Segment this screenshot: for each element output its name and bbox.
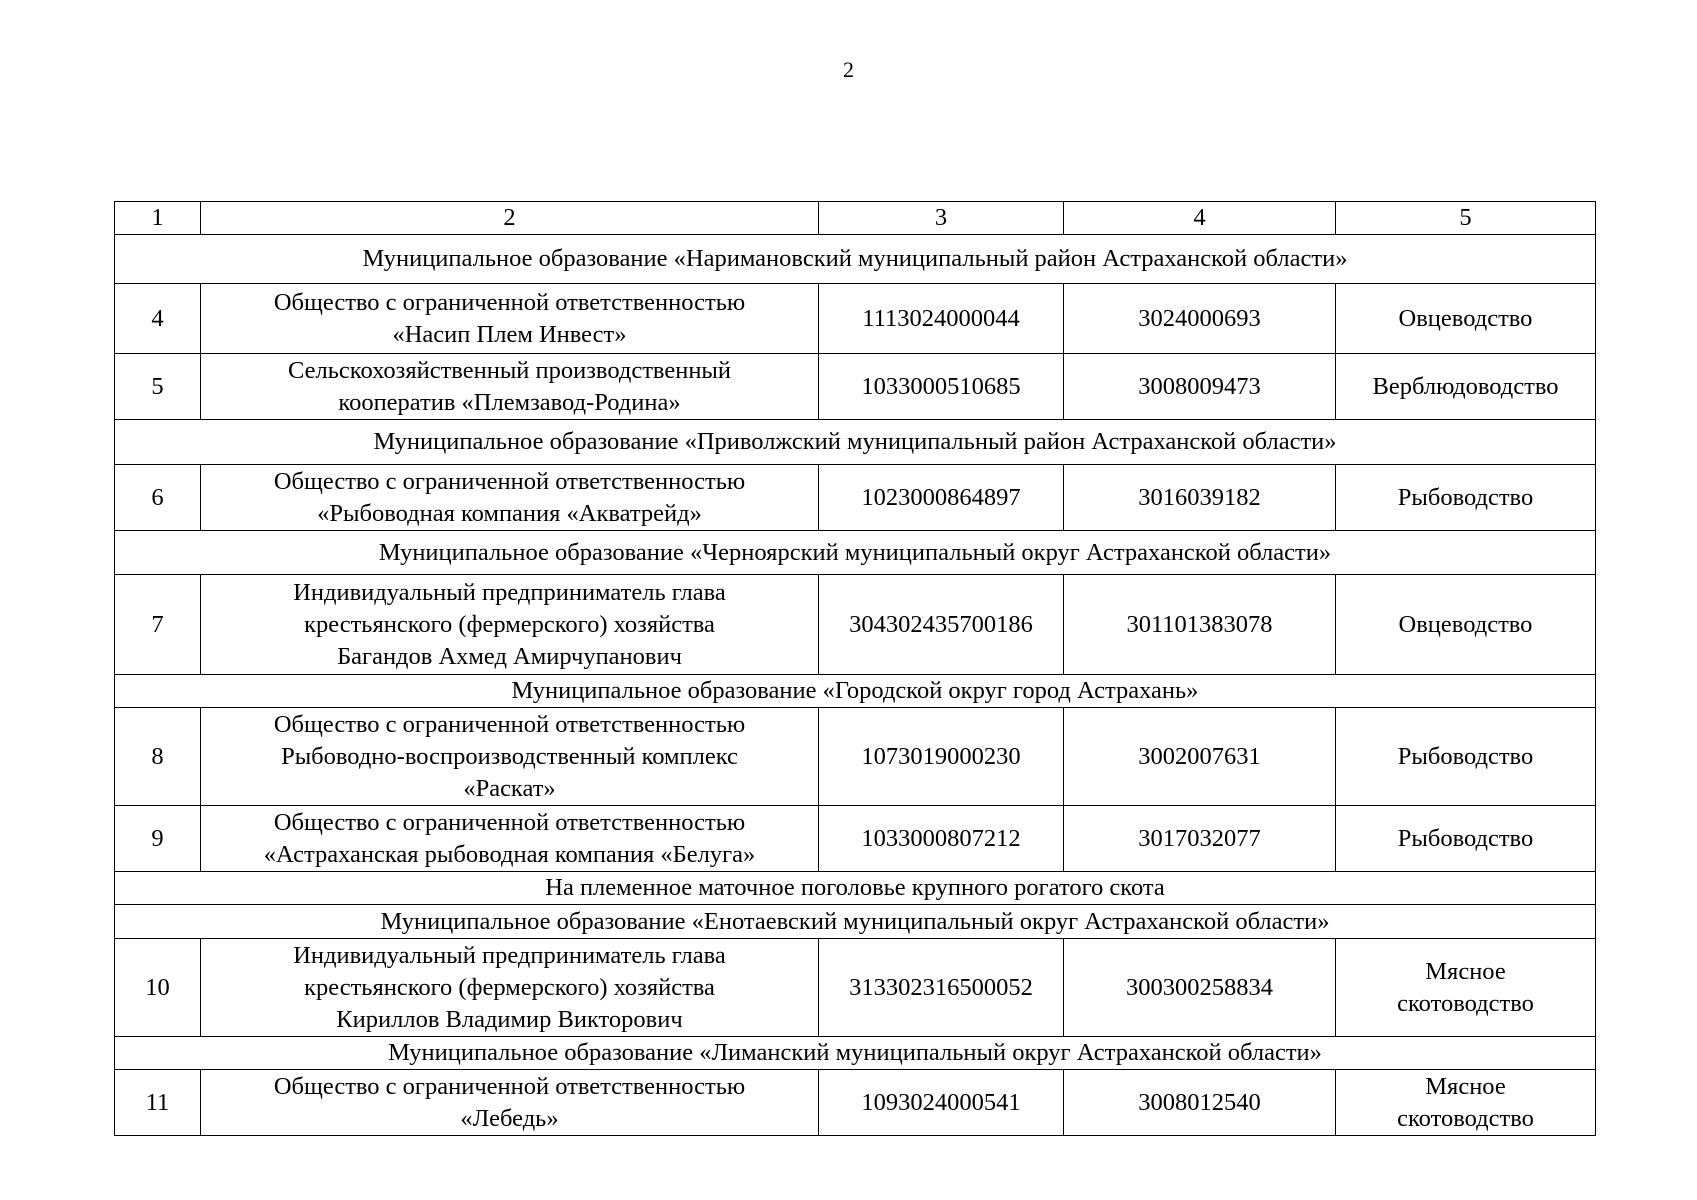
- row-number-cell: 8: [115, 708, 201, 806]
- ogrn-cell: 1033000807212: [819, 806, 1064, 872]
- section-heading-row: [115, 420, 1596, 465]
- inn-cell: 301101383078: [1064, 575, 1336, 675]
- activity-cell: Мясное скотоводство: [1336, 1070, 1596, 1136]
- table-row: [115, 708, 1596, 806]
- table-row: [115, 354, 1596, 420]
- organization-name-cell: Общество с ограниченной ответственностью Рыбоводно-воспроизводственный комплекс «Раскат»: [201, 708, 819, 806]
- section-heading-row: [115, 235, 1596, 284]
- inn-cell: 3008009473: [1064, 354, 1336, 420]
- table-row: [115, 1070, 1596, 1136]
- activity-cell: Рыбоводство: [1336, 806, 1596, 872]
- section-heading-row: [115, 872, 1596, 905]
- section-heading-row: [115, 1037, 1596, 1070]
- column-number-5: 5: [1336, 202, 1596, 235]
- section-heading-row: [115, 531, 1596, 575]
- ogrn-cell: 304302435700186: [819, 575, 1064, 675]
- organization-name-cell: Общество с ограниченной ответственностью «Насип Плем Инвест»: [201, 284, 819, 354]
- row-number-cell: 11: [115, 1070, 201, 1136]
- activity-cell: Рыбоводство: [1336, 708, 1596, 806]
- section-heading: Муниципальное образование «Приволжский муниципальный район Астраханской области»: [115, 420, 1596, 465]
- activity-cell: Овцеводство: [1336, 284, 1596, 354]
- registry-table-body: [115, 202, 1596, 1136]
- column-number-1: 1: [115, 202, 201, 235]
- ogrn-cell: 1093024000541: [819, 1070, 1064, 1136]
- page-number: 2: [843, 57, 854, 82]
- table-row: [115, 939, 1596, 1037]
- organization-name-cell: Индивидуальный предприниматель глава крестьянского (фермерского) хозяйства Багандов Ахмед Амирчупанович: [201, 575, 819, 675]
- row-number-cell: 7: [115, 575, 201, 675]
- ogrn-cell: 1073019000230: [819, 708, 1064, 806]
- section-heading-row: [115, 675, 1596, 708]
- section-heading: Муниципальное образование «Наримановский муниципальный район Астраханской области»: [115, 235, 1596, 284]
- inn-cell: 300300258834: [1064, 939, 1336, 1037]
- section-heading-row: [115, 905, 1596, 939]
- inn-cell: 3002007631: [1064, 708, 1336, 806]
- activity-cell: Верблюдоводство: [1336, 354, 1596, 420]
- row-number-cell: 9: [115, 806, 201, 872]
- organization-name-cell: Сельскохозяйственный производственный кооператив «Племзавод-Родина»: [201, 354, 819, 420]
- ogrn-cell: 1023000864897: [819, 465, 1064, 531]
- section-heading: Муниципальное образование «Енотаевский муниципальный округ Астраханской области»: [115, 905, 1596, 939]
- inn-cell: 3008012540: [1064, 1070, 1336, 1136]
- activity-cell: Мясное скотоводство: [1336, 939, 1596, 1037]
- row-number-cell: 5: [115, 354, 201, 420]
- section-heading: Муниципальное образование «Лиманский муниципальный округ Астраханской области»: [115, 1037, 1596, 1070]
- ogrn-cell: 1033000510685: [819, 354, 1064, 420]
- inn-cell: 3024000693: [1064, 284, 1336, 354]
- ogrn-cell: 1113024000044: [819, 284, 1064, 354]
- section-heading: Муниципальное образование «Черноярский муниципальный округ Астраханской области»: [115, 531, 1596, 575]
- table-row: [115, 806, 1596, 872]
- row-number-cell: 4: [115, 284, 201, 354]
- section-heading: Муниципальное образование «Городской округ город Астрахань»: [115, 675, 1596, 708]
- table-row: [115, 575, 1596, 675]
- registry-table: [114, 201, 1596, 1136]
- column-number-4: 4: [1064, 202, 1336, 235]
- table-row: [115, 465, 1596, 531]
- column-number-row: [115, 202, 1596, 235]
- activity-cell: Овцеводство: [1336, 575, 1596, 675]
- activity-cell: Рыбоводство: [1336, 465, 1596, 531]
- column-number-2: 2: [201, 202, 819, 235]
- row-number-cell: 6: [115, 465, 201, 531]
- organization-name-cell: Общество с ограниченной ответственностью «Астраханская рыбоводная компания «Белуга»: [201, 806, 819, 872]
- organization-name-cell: Общество с ограниченной ответственностью «Лебедь»: [201, 1070, 819, 1136]
- inn-cell: 3017032077: [1064, 806, 1336, 872]
- section-heading: На племенное маточное поголовье крупного рогатого скота: [115, 872, 1596, 905]
- column-number-3: 3: [819, 202, 1064, 235]
- inn-cell: 3016039182: [1064, 465, 1336, 531]
- organization-name-cell: Индивидуальный предприниматель глава крестьянского (фермерского) хозяйства Кириллов Владимир Викторович: [201, 939, 819, 1037]
- organization-name-cell: Общество с ограниченной ответственностью «Рыбоводная компания «Акватрейд»: [201, 465, 819, 531]
- ogrn-cell: 313302316500052: [819, 939, 1064, 1037]
- row-number-cell: 10: [115, 939, 201, 1037]
- table-row: [115, 284, 1596, 354]
